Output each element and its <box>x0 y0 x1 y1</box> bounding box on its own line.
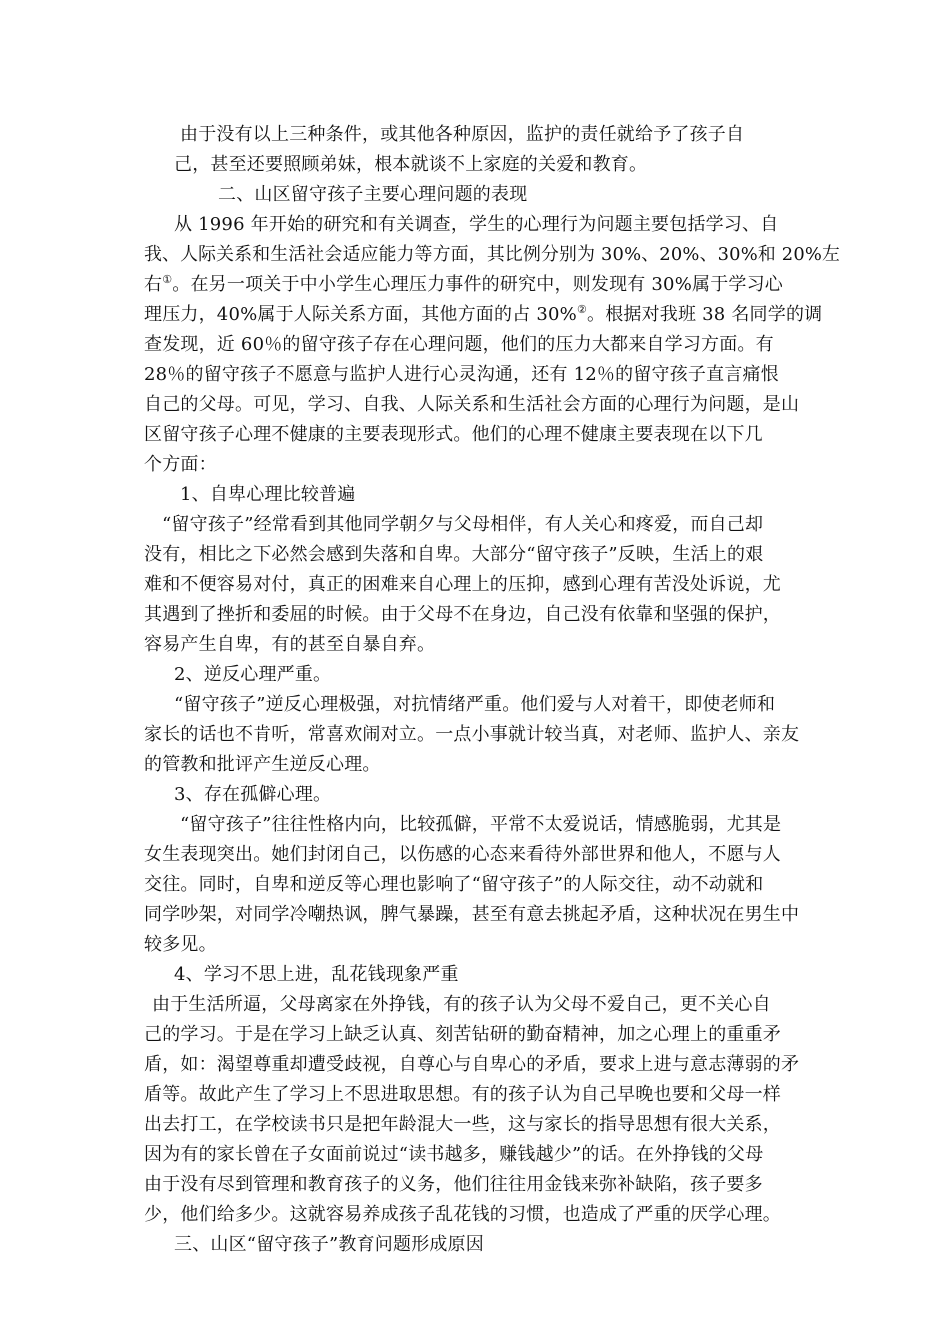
subheading: 2、逆反心理严重。 <box>174 664 332 685</box>
body-line: 己的学习。于是在学习上缺乏认真、刻苦钻研的勤奋精神，加之心理上的重重矛 <box>144 1024 781 1045</box>
body-line: 交往。同时，自卑和逆反等心理也影响了“留守孩子”的人际交往，动不动就和 <box>144 874 764 895</box>
subheading: 4、学习不思上进，乱花钱现象严重 <box>174 964 459 985</box>
body-line <box>144 270 783 300</box>
body-text: 右 <box>144 274 163 295</box>
body-line: 区留守孩子心理不健康的主要表现形式。他们的心理不健康主要表现在以下几 <box>144 424 763 445</box>
body-line: 容易产生自卑，有的甚至自暴自弃。 <box>144 634 436 655</box>
body-line: 盾等。故此产生了学习上不思进取思想。有的孩子认为自己早晚也要和父母一样 <box>144 1084 781 1105</box>
body-line: 女生表现突出。她们封闭自己，以伤感的心态来看待外部世界和他人，不愿与人 <box>144 844 781 865</box>
body-line: 较多见。 <box>144 934 217 955</box>
footnote-mark: ① <box>162 273 173 286</box>
body-line <box>144 300 822 330</box>
body-line: 查发现，近 60％的留守孩子存在心理问题，他们的压力大都来自学习方面。有 <box>144 334 774 355</box>
footnote-mark: ② <box>576 303 587 316</box>
body-line: 其遇到了挫折和委屈的时候。由于父母不在身边，自己没有依靠和坚强的保护， <box>144 604 781 625</box>
section-heading: 二、山区留守孩子主要心理问题的表现 <box>218 184 528 205</box>
body-line: 我、人际关系和生活社会适应能力等方面，其比例分别为 30%、20%、30%和 20%左 <box>144 244 841 265</box>
body-line: 从 1996 年开始的研究和有关调查，学生的心理行为问题主要包括学习、自 <box>174 214 779 235</box>
body-line: 没有，相比之下必然会感到失落和自卑。大部分“留守孩子”反映，生活上的艰 <box>144 544 764 565</box>
body-line: 因为有的家长曾在子女面前说过“读书越多，赚钱越少”的话。在外挣钱的父母 <box>144 1144 764 1165</box>
body-line: “留守孩子”逆反心理极强，对抗情绪严重。他们爱与人对着干，即使老师和 <box>174 694 776 715</box>
body-line: 出去打工，在学校读书只是把年龄混大一些，这与家长的指导思想有很大关系， <box>144 1114 781 1135</box>
section-heading: 三、山区“留守孩子”教育问题形成原因 <box>174 1234 485 1255</box>
body-line: 难和不便容易对付，真正的困难来自心理上的压抑，感到心理有苦没处诉说，尤 <box>144 574 781 595</box>
body-line: 家长的话也不肯听，常喜欢闹对立。一点小事就计较当真，对老师、监护人、亲友 <box>144 724 800 745</box>
body-line: 由于没有尽到管理和教育孩子的义务，他们往往用金钱来弥补缺陷，孩子要多 <box>144 1174 763 1195</box>
subheading: 3、存在孤僻心理。 <box>174 784 332 805</box>
body-line: 的管教和批评产生逆反心理。 <box>144 754 381 775</box>
body-line: 少，他们给多少。这就容易养成孩子乱花钱的习惯，也造成了严重的厌学心理。 <box>144 1204 781 1225</box>
body-line: 同学吵架，对同学冷嘲热讽，脾气暴躁，甚至有意去挑起矛盾，这种状况在男生中 <box>144 904 800 925</box>
body-line: 盾，如：渴望尊重却遭受歧视，自尊心与自卑心的矛盾，要求上进与意志薄弱的矛 <box>144 1054 800 1075</box>
body-line: 由于生活所逼，父母离家在外挣钱，有的孩子认为父母不爱自己，更不关心自 <box>152 994 771 1015</box>
body-text: 理压力，40%属于人际关系方面，其他方面的占 30% <box>144 304 577 325</box>
body-text: 。根据对我班 38 名同学的调 <box>587 304 823 325</box>
body-line: 28％的留守孩子不愿意与监护人进行心灵沟通，还有 12％的留守孩子直言痛恨 <box>144 364 779 385</box>
subheading: 1、自卑心理比较普遍 <box>180 484 356 505</box>
body-line: 自己的父母。可见，学习、自我、人际关系和生活社会方面的心理行为问题，是山 <box>144 394 800 415</box>
body-line: 个方面： <box>144 454 217 475</box>
body-line: 由于没有以上三种条件，或其他各种原因，监护的责任就给予了孩子自 <box>180 124 745 145</box>
body-text: 。在另一项关于中小学生心理压力事件的研究中，则发现有 30%属于学习心 <box>172 274 783 295</box>
body-line: “留守孩子”往往性格内向，比较孤僻，平常不太爱说话，情感脆弱，尤其是 <box>180 814 782 835</box>
body-line: “留守孩子”经常看到其他同学朝夕与父母相伴，有人关心和疼爱，而自己却 <box>162 514 764 535</box>
body-line: 己，甚至还要照顾弟妹，根本就谈不上家庭的关爱和教育。 <box>174 154 648 175</box>
